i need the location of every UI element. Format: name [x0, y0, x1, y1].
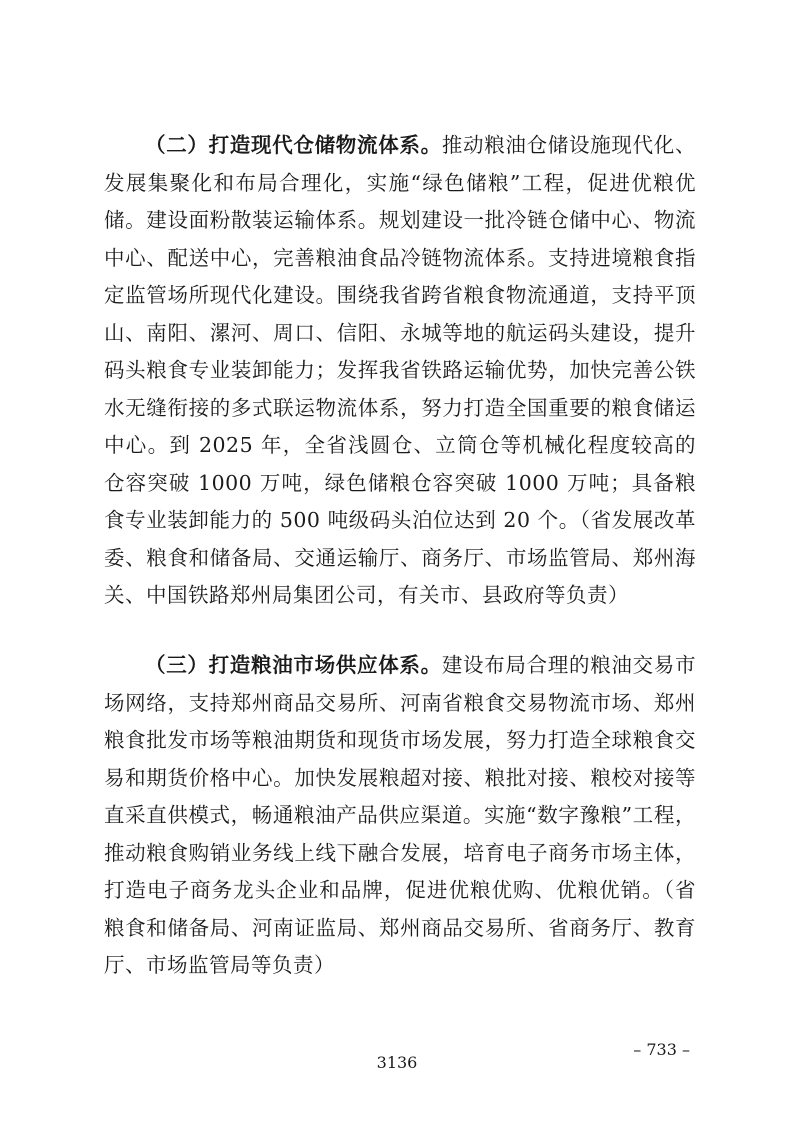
- paragraph-body: 建设布局合理的粮油交易市场网络，支持郑州商品交易所、河南省粮食交易物流市场、郑州粮食批发市场等粮油期货和现货市场发展，努力打造全球粮食交易和期货价格中心。加快发展粮超对接、粮批对接、粮校对接等直采直供模式，畅通粮油产品供应渠道。实施“数字豫粮”工程，推动粮食购销业务线上线下融合发展，培育电子商务市场主体，打造电子商务龙头企业和品牌，促进优粮优购、优粮优销。（省粮食和储备局、河南证监局、郑州商品交易所、省商务厅、教育厅、市场监管局等负责）: [104, 653, 697, 977]
- folio-number: 3136: [376, 1053, 418, 1072]
- paragraph-body: 推动粮油仓储设施现代化、发展集聚化和布局合理化，实施“绿色储粮”工程，促进优粮优储。建设面粉散装运输体系。规划建设一批冷链仓储中心、物流中心、配送中心，完善粮油食品冷链物流体系。支持进境粮食指定监管场所现代化建设。围绕我省跨省粮食物流通道，支持平顶山、南阳、漯河、周口、信阳、永城等地的航运码头建设，提升码头粮食专业装卸能力；发挥我省铁路运输优势，加快完善公铁水无缝衔接的多式联运物流体系，努力打造全国重要的粮食储运中心。到 2025 年，全省浅圆仓、立筒仓等机械化程度较高的仓容突破 1000 万吨，绿色储粮仓容突破 1000 万吨；具备粮食专业装卸能力的 500 吨级码头泊位达到 20 个。（省发展改革委、粮食和储备局、交通运输厅、商务厅、市场监管局、郑州海关、中国铁路郑州局集团公司，有关市、县政府等负责）: [104, 133, 697, 607]
- paragraph-heading: （三）打造粮油市场供应体系。: [145, 653, 442, 677]
- paragraph-market-supply: [104, 647, 696, 985]
- paragraph-warehousing-logistics: [104, 127, 696, 615]
- paragraph-heading: （二）打造现代仓储物流体系。: [145, 133, 442, 157]
- page-number: – 733 –: [633, 1040, 690, 1059]
